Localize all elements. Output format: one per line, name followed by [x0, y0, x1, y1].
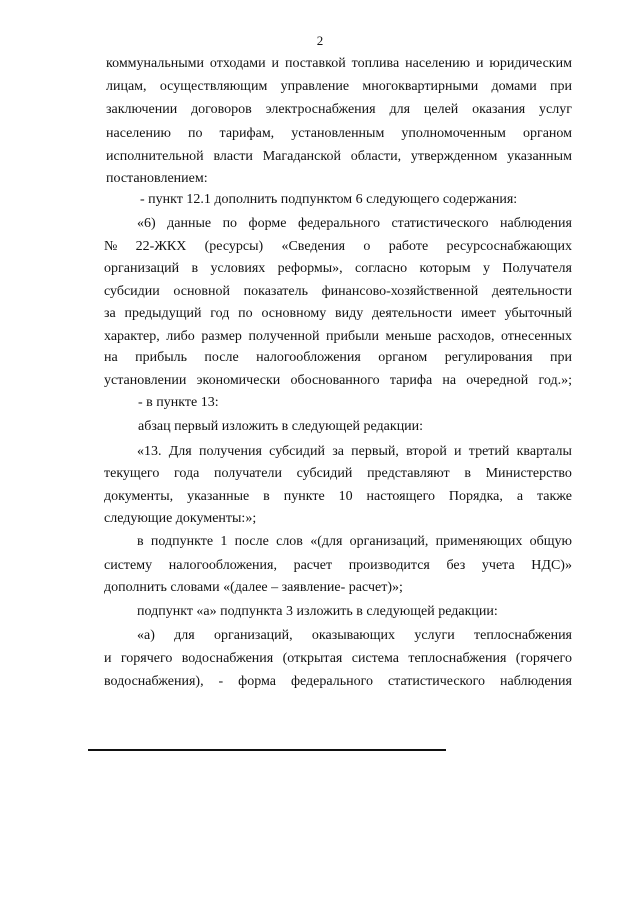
- word: ресурсоснабжающих: [446, 239, 572, 254]
- word: либо: [166, 329, 195, 344]
- word: Министерство: [485, 466, 572, 481]
- text-line: [104, 260, 572, 277]
- word: Получателя: [502, 261, 572, 276]
- word: за: [332, 444, 344, 459]
- word: оказания: [472, 102, 526, 117]
- word: получатели: [213, 466, 282, 481]
- word: второй: [406, 444, 447, 459]
- word: данные: [167, 216, 212, 231]
- word: указанные: [187, 489, 250, 504]
- word: исполнительной: [106, 149, 204, 164]
- text-line: [104, 673, 572, 690]
- word: для: [174, 628, 195, 643]
- word: виду: [334, 306, 364, 321]
- word: убыточный: [504, 306, 572, 321]
- text-line: дополнить словами «(далее – заявление- расчет)»;: [104, 580, 403, 595]
- word: текущего: [104, 466, 160, 481]
- word: организаций,: [349, 534, 429, 549]
- word: указанным: [507, 149, 572, 164]
- word: власти: [213, 149, 253, 164]
- word: налогообложения: [256, 350, 361, 365]
- word: оказывающих: [311, 628, 396, 643]
- word: регулирования: [444, 350, 533, 365]
- word: горячего: [120, 651, 173, 666]
- word: согласно: [355, 261, 408, 276]
- word: по: [188, 126, 203, 141]
- word: юридическим: [489, 56, 572, 71]
- word: имеет: [460, 306, 496, 321]
- text-line: [104, 650, 572, 667]
- text-line: [106, 78, 572, 95]
- word: отходами: [209, 56, 266, 71]
- word: Для: [168, 444, 192, 459]
- word: общую: [529, 534, 572, 549]
- word: расходов,: [437, 329, 495, 344]
- word: утвержденном: [410, 149, 498, 164]
- word: применяющих: [435, 534, 523, 549]
- text-line: [137, 443, 572, 460]
- word: и: [475, 56, 484, 71]
- word: наблюдения: [499, 674, 572, 689]
- text-line: следующие документы:»;: [104, 511, 257, 526]
- text-line: [104, 557, 572, 574]
- word: «(для: [310, 534, 343, 549]
- word: управление: [280, 79, 350, 94]
- text-line: [104, 465, 572, 482]
- page-number: 2: [316, 33, 324, 48]
- word: 10: [338, 489, 353, 504]
- word: организаций: [104, 261, 180, 276]
- word: система: [351, 651, 399, 666]
- word: без: [446, 558, 466, 573]
- text-line: постановлением:: [106, 171, 208, 186]
- word: подпункте: [150, 534, 214, 549]
- word: уполномоченным: [401, 126, 506, 141]
- word: документы,: [104, 489, 174, 504]
- word: поставкой: [284, 56, 346, 71]
- word: водоснабжения: [181, 651, 274, 666]
- text-line: [137, 627, 572, 644]
- word: и: [271, 56, 280, 71]
- word: федерального: [290, 674, 373, 689]
- word: при: [549, 79, 572, 94]
- word: настоящего: [366, 489, 435, 504]
- word: «а): [137, 628, 155, 643]
- text-line: [137, 215, 572, 232]
- word: прибыли: [325, 329, 379, 344]
- word: субсидий: [296, 466, 353, 481]
- word: первый,: [351, 444, 399, 459]
- word: водоснабжения),: [104, 674, 204, 689]
- word: финансово-хозяйственной: [321, 284, 479, 299]
- word: многоквартирными: [362, 79, 479, 94]
- word: деятельности: [372, 306, 453, 321]
- word: года: [173, 466, 200, 481]
- word: в: [137, 534, 144, 549]
- text-line: [104, 328, 572, 345]
- word: федерального: [297, 216, 380, 231]
- word: а: [516, 489, 524, 504]
- word: очередной: [466, 373, 529, 388]
- word: показатель: [243, 284, 309, 299]
- word: третий: [468, 444, 510, 459]
- word: статистического: [391, 216, 489, 231]
- word: Магаданской: [262, 149, 341, 164]
- word: полученной: [248, 329, 320, 344]
- word: услуг: [539, 102, 572, 117]
- word: после: [204, 350, 239, 365]
- word: услуги: [414, 628, 455, 643]
- word: условиях: [210, 261, 266, 276]
- word: тарифам,: [219, 126, 275, 141]
- word: работе: [388, 239, 429, 254]
- word: по: [238, 306, 253, 321]
- word: теплоснабжения: [408, 651, 507, 666]
- word: у: [482, 261, 490, 276]
- word: за: [104, 306, 116, 321]
- text-line: подпункт «а» подпункта 3 изложить в следующей редакции:: [137, 604, 498, 619]
- word: меньше: [385, 329, 432, 344]
- text-line: [104, 283, 572, 300]
- text-line: [106, 125, 572, 142]
- word: теплоснабжения: [474, 628, 572, 643]
- word: целей: [423, 102, 459, 117]
- word: обоснованного: [290, 373, 380, 388]
- word: размер: [201, 329, 242, 344]
- word: представляют: [367, 466, 450, 481]
- word: характер,: [104, 329, 160, 344]
- word: производится: [348, 558, 430, 573]
- word: деятельности: [491, 284, 572, 299]
- word: топлива: [351, 56, 400, 71]
- text-line: - пункт 12.1 дополнить подпунктом 6 следующего содержания:: [140, 192, 518, 207]
- word: форма: [238, 674, 276, 689]
- word: «6): [137, 216, 156, 231]
- word: электроснабжения: [265, 102, 376, 117]
- word: наблюдения: [500, 216, 572, 231]
- word: для: [389, 102, 411, 117]
- word: после: [234, 534, 269, 549]
- word: на: [104, 350, 118, 365]
- word: год: [210, 306, 230, 321]
- word: в: [464, 466, 471, 481]
- word: по: [222, 216, 238, 231]
- word: органом: [378, 350, 428, 365]
- text-line: [104, 488, 572, 505]
- page-divider-line: [88, 749, 446, 751]
- word: предыдущий: [124, 306, 202, 321]
- word: кварталы: [516, 444, 572, 459]
- word: слов: [276, 534, 303, 549]
- word: в: [191, 261, 199, 276]
- word: органом: [522, 126, 572, 141]
- word: Порядка,: [448, 489, 503, 504]
- word: основной: [173, 284, 231, 299]
- text-line: [104, 349, 572, 366]
- text-line: [104, 238, 572, 255]
- text-line: [104, 372, 572, 389]
- word: субсидии: [104, 284, 160, 299]
- word: осуществляющим: [159, 79, 268, 94]
- text-line: [106, 55, 572, 72]
- word: «Сведения: [281, 239, 346, 254]
- word: в: [263, 489, 270, 504]
- word: на: [442, 373, 457, 388]
- word: тарифа: [389, 373, 433, 388]
- word: расчет: [293, 558, 333, 573]
- word: налогообложения,: [168, 558, 277, 573]
- word: области,: [350, 149, 402, 164]
- word: прибыль: [135, 350, 188, 365]
- word: (горячего: [515, 651, 572, 666]
- word: субсидий: [269, 444, 325, 459]
- word: установлении: [104, 373, 187, 388]
- word: 22-ЖКХ: [135, 239, 187, 254]
- word: коммунальными: [106, 56, 204, 71]
- word: организаций,: [213, 628, 293, 643]
- word: отнесенных: [500, 329, 572, 344]
- word: НДС)»: [531, 558, 572, 573]
- word: населению: [405, 56, 471, 71]
- word: получения: [198, 444, 262, 459]
- text-line: [137, 533, 572, 550]
- word: и: [454, 444, 462, 459]
- word: договоров: [191, 102, 252, 117]
- word: учета: [481, 558, 515, 573]
- text-line: [104, 305, 572, 322]
- word: -: [218, 674, 224, 689]
- text-line: [106, 148, 572, 165]
- word: при: [550, 350, 572, 365]
- word: «13.: [137, 444, 162, 459]
- word: реформы»,: [277, 261, 343, 276]
- word: о: [363, 239, 371, 254]
- word: домами: [491, 79, 537, 94]
- word: заключении: [106, 102, 178, 117]
- word: лицам,: [106, 79, 147, 94]
- text-line: - в пункте 13:: [138, 395, 219, 410]
- word: и: [104, 651, 112, 666]
- word: (открытая: [282, 651, 343, 666]
- word: населению: [106, 126, 171, 141]
- word: систему: [104, 558, 153, 573]
- word: пункте: [283, 489, 325, 504]
- word: (ресурсы): [204, 239, 264, 254]
- word: 1: [220, 534, 228, 549]
- word: основному: [261, 306, 327, 321]
- text-line: [106, 101, 572, 118]
- word: экономически: [196, 373, 281, 388]
- word: установленным: [291, 126, 385, 141]
- word: также: [536, 489, 572, 504]
- word: №: [104, 239, 118, 254]
- word: статистического: [387, 674, 486, 689]
- text-line: абзац первый изложить в следующей редакции:: [138, 419, 424, 434]
- word: которым: [419, 261, 471, 276]
- word: год.»;: [538, 373, 572, 388]
- word: форме: [248, 216, 287, 231]
